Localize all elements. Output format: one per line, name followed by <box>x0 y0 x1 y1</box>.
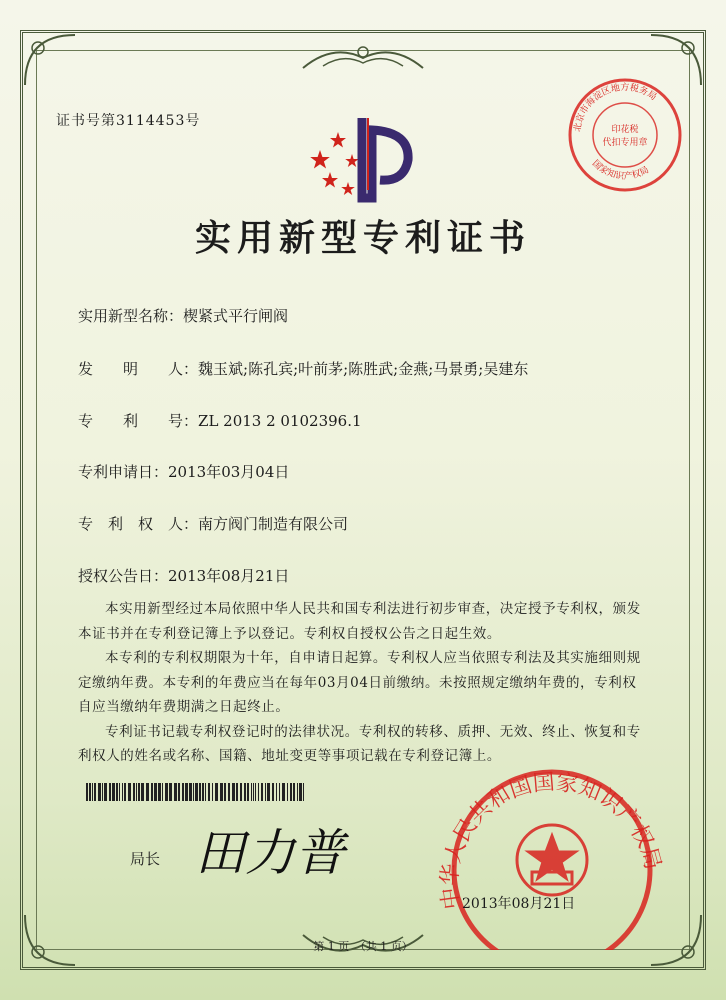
patent-number <box>78 410 362 431</box>
page-footer: 第 1 页 （共 1 页） <box>313 940 413 953</box>
application-date <box>78 461 289 482</box>
svg-text:国家知识产权局: 国家知识产权局 <box>589 158 651 182</box>
utility-model-name-label: 实用新型名称： <box>78 307 184 325</box>
certificate-number: 证书号第3114453号 <box>56 113 201 129</box>
utility-model-name-value: 楔紧式平行闸阀 <box>183 307 289 325</box>
svg-text:中华人民共和国国家知识产权局: 中华人民共和国国家知识产权局 <box>437 770 665 911</box>
director-label: 局长 <box>130 850 161 868</box>
svg-text:代扣专用章: 代扣专用章 <box>602 138 648 148</box>
corner-ornament-top-left <box>20 30 80 90</box>
svg-text:印花税: 印花税 <box>611 125 639 135</box>
svg-text:北京市海淀区地方税务局: 北京市海淀区地方税务局 <box>572 82 659 133</box>
certificate-title: 实用新型专利证书 <box>194 217 531 259</box>
body-paragraph: 本实用新型经过本局依照中华人民共和国专利法进行初步审查，决定授予专利权，颁发本证书并在专利登记簿上予以登记。专利权自授权公告之日起生效。 <box>78 601 641 642</box>
stamp-duty-seal <box>565 75 685 195</box>
top-ornament <box>293 38 433 78</box>
inventor-value: 魏玉斌;陈孔宾;叶前茅;陈胜武;金燕;马景勇;吴建东 <box>198 360 529 378</box>
svg-text:田力普: 田力普 <box>195 824 345 882</box>
director-signature <box>185 815 355 885</box>
body-paragraph: 专利证书记载专利权登记时的法律状况。专利权的转移、质押、无效、终止、恢复和专利权人的姓名或名称、国籍、地址变更等事项记载在专利登记簿上。 <box>78 723 641 764</box>
grant-date <box>78 565 289 586</box>
patent-holder-value: 南方阀门制造有限公司 <box>198 515 349 533</box>
patent-office-emblem-icon <box>300 110 430 205</box>
body-paragraph: 本专利的专利权期限为十年，自申请日起算。专利权人应当依照专利法及其实施细则规定缴纳年费。本专利的年费应当在每年03月04日前缴纳。未按照规定缴纳年费的，专利权自应当缴纳年费期满之日起终止。 <box>78 650 641 715</box>
utility-model-name <box>78 305 288 326</box>
barcode <box>86 783 308 801</box>
grant-date-label: 授权公告日： <box>78 567 169 585</box>
inventor <box>78 358 528 379</box>
seal-date: 2013年08月21日 <box>462 896 576 912</box>
patent-number-value: ZL 2013 2 0102396.1 <box>198 412 362 430</box>
grant-date-value: 2013年08月21日 <box>168 567 290 585</box>
inventor-label: 发 明 人： <box>78 360 199 378</box>
patent-holder-label: 专 利 权 人： <box>78 515 199 533</box>
application-date-value: 2013年03月04日 <box>168 463 290 481</box>
application-date-label: 专利申请日： <box>78 463 169 481</box>
patent-number-label: 专 利 号： <box>78 412 199 430</box>
certificate-body <box>78 597 650 769</box>
patent-holder <box>78 513 348 534</box>
state-ipo-seal <box>432 765 672 950</box>
